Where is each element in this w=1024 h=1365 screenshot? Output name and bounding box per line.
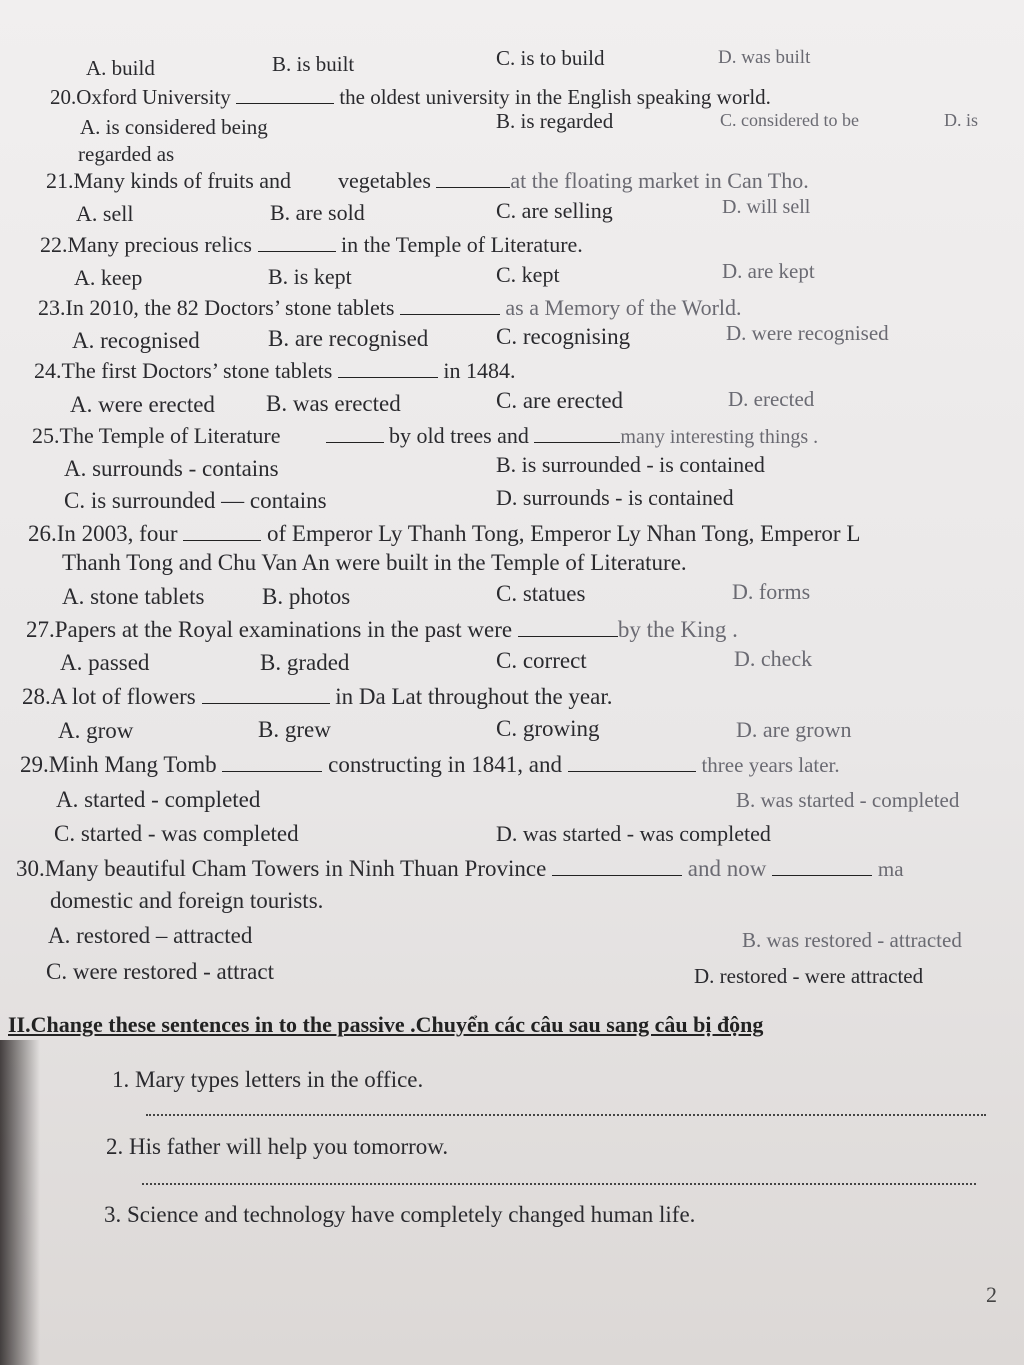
q21-option-d: D. will sell — [722, 196, 811, 218]
q24-stem — [34, 357, 515, 385]
q30-stem — [16, 855, 904, 883]
sentence-2-text: His father will help you tomorrow. — [129, 1134, 449, 1159]
q26-option-a: A. stone tablets — [62, 584, 205, 609]
q22-part1: Many precious relics — [67, 232, 252, 257]
q20-number: 20. — [50, 85, 77, 109]
q26-option-d: D. forms — [732, 579, 811, 604]
q19-option-d: D. was built — [718, 47, 811, 68]
q24-number: 24. — [34, 358, 62, 383]
q22-stem — [40, 231, 583, 259]
q20-option-d: D. is — [944, 110, 979, 130]
q25-stem — [32, 422, 818, 451]
q22-blank — [258, 233, 336, 252]
q27-part1: Papers at the Royal examinations in the past were — [54, 617, 513, 642]
q30-part3: ma — [877, 857, 904, 881]
q29-option-a: A. started - completed — [56, 787, 261, 812]
q24-option-b: B. was erected — [266, 391, 401, 416]
q21-option-c: C. are selling — [496, 198, 613, 223]
q24-blank — [338, 359, 438, 378]
q21-part1: Many kinds of fruits and — [73, 168, 292, 193]
q27-option-b: B. graded — [260, 650, 350, 675]
q29-stem — [20, 751, 840, 779]
q29-part3: three years later. — [701, 753, 840, 777]
q25-blank-2 — [534, 424, 620, 443]
q22-number: 22. — [40, 232, 68, 257]
sentence-3 — [104, 1201, 695, 1229]
q21-number: 21. — [46, 168, 74, 193]
q29-option-c: C. started - was completed — [54, 821, 299, 846]
q20-option-c: C. considered to be — [720, 110, 859, 130]
q28-option-a: A. grow — [58, 718, 134, 743]
q28-part2: in Da Lat throughout the year. — [335, 684, 613, 709]
q26-option-b: B. photos — [262, 584, 351, 609]
q20-stem — [50, 83, 771, 111]
q29-part1: Minh Mang Tomb — [48, 752, 217, 777]
q27-option-d: D. check — [734, 646, 813, 671]
q24-option-d: D. erected — [728, 387, 815, 411]
q20-option-a: A. is considered being — [80, 115, 268, 139]
q29-option-b: B. was started - completed — [736, 788, 960, 812]
q24-option-a: A. were erected — [70, 392, 215, 417]
sentence-3-text: Science and technology have completely changed human life. — [127, 1202, 696, 1227]
q29-option-d: D. was started - was completed — [496, 821, 771, 846]
answer-line-2[interactable] — [142, 1183, 976, 1185]
q28-blank — [202, 685, 330, 704]
q22-option-d: D. are kept — [722, 259, 815, 283]
q21-part2: at the floating market in Can Tho. — [510, 168, 809, 193]
section-2-title: II.Change these sentences in to the passive .Chuyển các câu sau sang câu bị động — [8, 1012, 764, 1037]
q28-option-c: C. growing — [496, 716, 600, 741]
q24-part2: in 1484. — [443, 358, 516, 383]
q28-part1: A lot of flowers — [50, 684, 196, 709]
q30-option-a: A. restored – attracted — [48, 923, 253, 948]
q27-stem — [26, 616, 738, 644]
q23-stem — [38, 294, 742, 322]
q25-part3: many interesting things . — [620, 426, 819, 448]
q26-part1: In 2003, four — [56, 521, 178, 546]
q26-stem — [28, 520, 860, 548]
q24-option-c: C. are erected — [496, 388, 624, 413]
q24-part1: The first Doctors’ stone tablets — [61, 358, 333, 383]
q23-part1: In 2010, the 82 Doctors’ stone tablets — [65, 295, 395, 320]
q20-blank — [236, 85, 334, 104]
q20-part1: Oxford University — [76, 85, 231, 109]
q30-number: 30. — [16, 856, 45, 881]
q29-blank-2 — [568, 753, 696, 772]
q23-option-c: C. recognising — [496, 324, 631, 349]
q30-part1: Many beautiful Cham Towers in Ninh Thuan Province — [44, 856, 547, 881]
q30-blank-2 — [772, 857, 872, 876]
q30-part2: and now — [687, 856, 767, 881]
answer-line-1[interactable] — [146, 1114, 986, 1116]
q27-option-a: A. passed — [60, 650, 150, 675]
q22-option-b: B. is kept — [268, 264, 352, 289]
q22-option-a: A. keep — [74, 265, 143, 290]
sentence-3-number: 3. — [104, 1202, 122, 1227]
q26-part2: of Emperor Ly Thanh Tong, Emperor Ly Nhan Tong, Emperor L — [266, 521, 861, 546]
q19-option-a: A. build — [86, 56, 155, 80]
q25-option-b: B. is surrounded - is contained — [496, 452, 765, 477]
q26-number: 26. — [28, 521, 57, 546]
q26-option-c: C. statues — [496, 581, 586, 606]
sentence-2-number: 2. — [106, 1134, 124, 1159]
q29-number: 29. — [20, 752, 49, 777]
q22-option-c: C. kept — [496, 262, 560, 287]
q26-blank — [183, 522, 261, 541]
q23-part2: as a Memory of the World. — [505, 295, 742, 320]
q21-part1b: vegetables — [338, 168, 431, 193]
page-number: 2 — [986, 1282, 997, 1307]
q27-number: 27. — [26, 617, 55, 642]
q28-option-d: D. are grown — [736, 717, 852, 742]
q25-number: 25. — [32, 423, 60, 448]
q30-stem-line2: domestic and foreign tourists. — [50, 888, 324, 913]
q25-part1: The Temple of Literature — [59, 423, 281, 448]
q25-option-c: C. is surrounded — contains — [64, 488, 327, 513]
photo-shadow — [0, 1040, 40, 1365]
q23-option-d: D. were recognised — [726, 321, 889, 345]
q19-option-b: B. is built — [272, 52, 355, 76]
q30-option-b: B. was restored - attracted — [742, 928, 962, 952]
q21-blank — [436, 169, 510, 188]
q25-blank-1 — [326, 424, 384, 443]
q20-part2: the oldest university in the English speaking world. — [339, 85, 771, 109]
q25-option-a: A. surrounds - contains — [64, 456, 279, 481]
q29-part2: constructing in 1841, and — [328, 752, 562, 777]
q28-option-b: B. grew — [258, 717, 331, 742]
q21-option-b: B. are sold — [270, 200, 365, 225]
q26-stem-line2: Thanh Tong and Chu Van An were built in the Temple of Literature. — [62, 550, 687, 575]
q21-stem — [46, 167, 809, 195]
q23-option-a: A. recognised — [72, 328, 200, 353]
q19-option-c: C. is to build — [496, 46, 605, 70]
sentence-1-number: 1. — [112, 1067, 130, 1092]
q27-part2: by the King . — [617, 617, 738, 642]
q30-option-c: C. were restored - attract — [46, 959, 274, 984]
q23-number: 23. — [38, 295, 66, 320]
q28-stem — [22, 683, 612, 711]
q30-option-d: D. restored - were attracted — [694, 964, 924, 988]
q29-blank-1 — [222, 753, 322, 772]
q25-part2: by old trees and — [389, 423, 529, 448]
q27-blank — [518, 618, 618, 637]
q25-option-d: D. surrounds - is contained — [496, 485, 734, 510]
q20-option-a-cont: regarded as — [78, 142, 175, 166]
q20-option-b: B. is regarded — [496, 109, 614, 133]
q23-option-b: B. are recognised — [268, 326, 429, 351]
q27-option-c: C. correct — [496, 648, 587, 673]
q21-option-a: A. sell — [76, 201, 134, 226]
sentence-1 — [112, 1066, 423, 1094]
q30-blank-1 — [552, 857, 682, 876]
q23-blank — [400, 296, 500, 315]
q28-number: 28. — [22, 684, 51, 709]
q22-part2: in the Temple of Literature. — [341, 232, 583, 257]
sentence-1-text: Mary types letters in the office. — [135, 1067, 424, 1092]
sentence-2 — [106, 1133, 448, 1161]
